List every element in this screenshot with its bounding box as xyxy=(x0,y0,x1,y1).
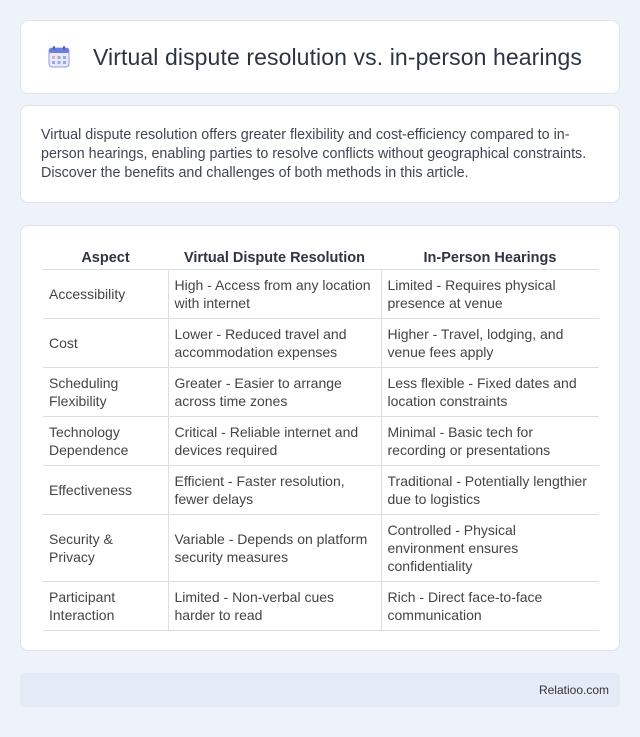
table-row xyxy=(43,581,599,630)
aspect-cell: Technology Dependence xyxy=(43,416,168,465)
virtual-cell: Greater - Easier to arrange across time zones xyxy=(168,367,381,416)
in-person-cell: Higher - Travel, lodging, and venue fees apply xyxy=(381,318,599,367)
table-row xyxy=(43,367,599,416)
in-person-cell: Less flexible - Fixed dates and location constraints xyxy=(381,367,599,416)
in-person-cell: Controlled - Physical environment ensures confidentiality xyxy=(381,514,599,581)
virtual-cell: High - Access from any location with internet xyxy=(168,269,381,318)
intro-card xyxy=(20,105,620,203)
column-header-aspect: Aspect xyxy=(43,246,168,269)
comparison-table xyxy=(43,246,599,631)
in-person-cell: Traditional - Potentially lengthier due to logistics xyxy=(381,465,599,514)
aspect-cell: Accessibility xyxy=(43,269,168,318)
title-card xyxy=(20,20,620,94)
calendar-icon xyxy=(47,45,71,69)
in-person-cell: Rich - Direct face-to-face communication xyxy=(381,581,599,630)
table-row xyxy=(43,318,599,367)
table-header-row xyxy=(43,246,599,269)
virtual-cell: Variable - Depends on platform security measures xyxy=(168,514,381,581)
aspect-cell: Participant Interaction xyxy=(43,581,168,630)
comparison-card xyxy=(20,225,620,651)
intro-paragraph: Virtual dispute resolution offers greater flexibility and cost-efficiency compared to in-person hearings, enabling parties to resolve conflicts without geographical constraints. Discover the benefits and challenges of both methods in this article. xyxy=(41,127,587,181)
aspect-cell: Scheduling Flexibility xyxy=(43,367,168,416)
aspect-cell: Security & Privacy xyxy=(43,514,168,581)
table-row xyxy=(43,269,599,318)
table-row xyxy=(43,514,599,581)
virtual-cell: Lower - Reduced travel and accommodation expenses xyxy=(168,318,381,367)
virtual-cell: Critical - Reliable internet and devices required xyxy=(168,416,381,465)
table-row xyxy=(43,465,599,514)
in-person-cell: Minimal - Basic tech for recording or presentations xyxy=(381,416,599,465)
table-row xyxy=(43,416,599,465)
footer-bar xyxy=(20,673,620,707)
in-person-cell: Limited - Requires physical presence at venue xyxy=(381,269,599,318)
page-title: Virtual dispute resolution vs. in-person hearings xyxy=(93,43,583,70)
aspect-cell: Cost xyxy=(43,318,168,367)
column-header-virtual: Virtual Dispute Resolution xyxy=(168,246,381,269)
column-header-in-person: In-Person Hearings xyxy=(381,246,599,269)
aspect-cell: Effectiveness xyxy=(43,465,168,514)
virtual-cell: Limited - Non-verbal cues harder to read xyxy=(168,581,381,630)
footer-brand[interactable]: Relatioo.com xyxy=(538,683,609,697)
virtual-cell: Efficient - Faster resolution, fewer delays xyxy=(168,465,381,514)
